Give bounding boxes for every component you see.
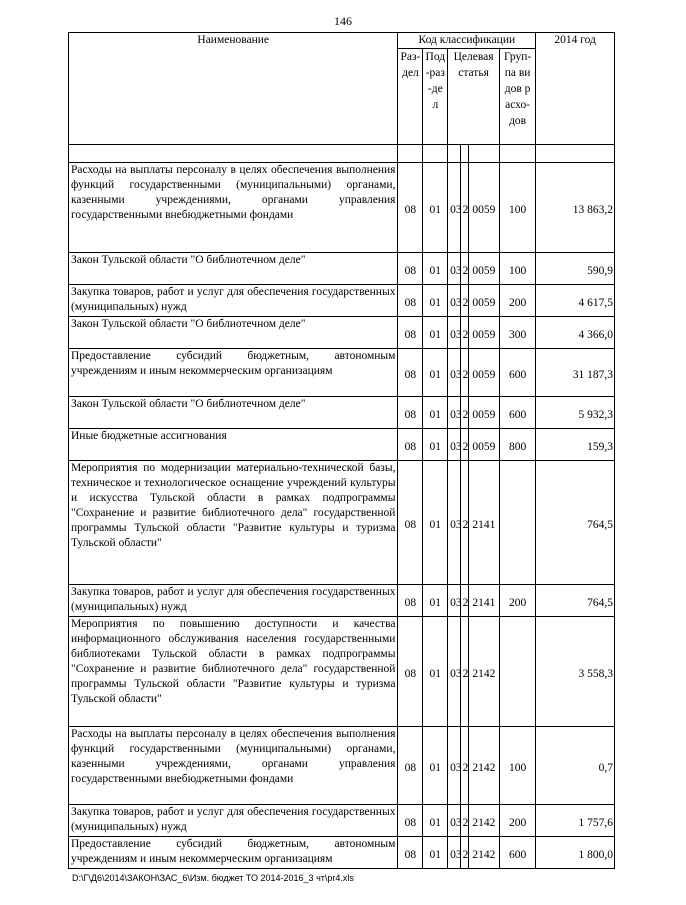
row-target-subprogram: 2 [460, 253, 468, 285]
row-expense-type: 200 [499, 805, 535, 837]
row-podrazdel: 01 [423, 253, 448, 285]
table-row [69, 617, 615, 727]
header-name: Наименование [69, 33, 398, 145]
row-amount: 5 932,3 [536, 397, 615, 429]
footer-file-path: D:\Г\Д6\2014\ЗАКОН\ЗАС_6\Изм. бюджет ТО 2014-2016_3 чт\pr4.xls [72, 873, 354, 883]
row-amount: 764,5 [536, 461, 615, 585]
row-name: Закупка товаров, работ и услуг для обеспечения государственных (муниципальных) нужд [69, 585, 398, 617]
header-podrazdel: Под-раз-дел [423, 49, 448, 145]
table-row [69, 461, 615, 585]
row-name: Иные бюджетные ассигнования [69, 429, 398, 461]
row-amount: 4 617,5 [536, 285, 615, 317]
row-name: Расходы на выплаты персоналу в целях обеспечения выполнения функций государственными (муниципальными) органами, казенными учреждениями, органами управления государственными внебюджетными фондами [69, 727, 398, 805]
table-row [69, 837, 615, 869]
row-target-direction: 2141 [468, 461, 499, 585]
row-podrazdel: 01 [423, 585, 448, 617]
row-target-direction: 2142 [468, 837, 499, 869]
table-row [69, 163, 615, 253]
row-target-program: 03 [448, 349, 460, 397]
table-row [69, 805, 615, 837]
row-expense-type: 100 [499, 727, 535, 805]
row-podrazdel: 01 [423, 429, 448, 461]
row-expense-type [499, 617, 535, 727]
row-name: Закон Тульской области "О библиотечном деле" [69, 397, 398, 429]
row-amount: 4 366,0 [536, 317, 615, 349]
row-expense-type: 300 [499, 317, 535, 349]
row-podrazdel: 01 [423, 317, 448, 349]
row-target-program: 03 [448, 837, 460, 869]
row-target-direction: 2141 [468, 585, 499, 617]
row-razdel: 08 [398, 397, 423, 429]
row-target-subprogram: 2 [460, 349, 468, 397]
row-target-subprogram: 2 [460, 805, 468, 837]
header-vid: Груп-па видов расхо-дов [499, 49, 535, 145]
row-target-program: 03 [448, 253, 460, 285]
row-target-subprogram: 2 [460, 585, 468, 617]
row-razdel: 08 [398, 837, 423, 869]
row-target-subprogram: 2 [460, 317, 468, 349]
row-target-subprogram: 2 [460, 837, 468, 869]
row-name: Предоставление субсидий бюджетным, автономным учреждениям и иным некоммерческим организациям [69, 837, 398, 869]
budget-table [68, 32, 615, 869]
row-podrazdel: 01 [423, 163, 448, 253]
row-expense-type: 100 [499, 253, 535, 285]
row-expense-type: 800 [499, 429, 535, 461]
row-amount: 1 800,0 [536, 837, 615, 869]
row-target-subprogram: 2 [460, 461, 468, 585]
row-target-subprogram: 2 [460, 617, 468, 727]
row-target-program: 03 [448, 805, 460, 837]
table-row [69, 285, 615, 317]
row-target-direction: 2142 [468, 805, 499, 837]
row-name: Закон Тульской области "О библиотечном деле" [69, 317, 398, 349]
row-expense-type: 600 [499, 349, 535, 397]
row-podrazdel: 01 [423, 461, 448, 585]
row-target-program: 03 [448, 285, 460, 317]
row-amount: 31 187,3 [536, 349, 615, 397]
row-target-program: 03 [448, 461, 460, 585]
table-row [69, 317, 615, 349]
row-razdel: 08 [398, 461, 423, 585]
row-expense-type: 100 [499, 163, 535, 253]
header-classification: Код классификации [398, 33, 536, 49]
row-amount: 764,5 [536, 585, 615, 617]
row-expense-type: 600 [499, 837, 535, 869]
row-target-program: 03 [448, 317, 460, 349]
row-razdel: 08 [398, 617, 423, 727]
row-expense-type [499, 461, 535, 585]
row-podrazdel: 01 [423, 285, 448, 317]
row-amount: 13 863,2 [536, 163, 615, 253]
row-amount: 1 757,6 [536, 805, 615, 837]
row-razdel: 08 [398, 253, 423, 285]
row-target-direction: 0059 [468, 397, 499, 429]
row-expense-type: 200 [499, 285, 535, 317]
page-number: 146 [334, 14, 352, 28]
row-target-program: 03 [448, 397, 460, 429]
row-target-subprogram: 2 [460, 397, 468, 429]
row-razdel: 08 [398, 163, 423, 253]
table-row [69, 585, 615, 617]
row-razdel: 08 [398, 285, 423, 317]
row-podrazdel: 01 [423, 349, 448, 397]
row-target-direction: 0059 [468, 317, 499, 349]
row-amount: 590,9 [536, 253, 615, 285]
row-expense-type: 200 [499, 585, 535, 617]
row-target-program: 03 [448, 727, 460, 805]
row-target-program: 03 [448, 585, 460, 617]
row-name: Предоставление субсидий бюджетным, автономным учреждениям и иным некоммерческим организациям [69, 349, 398, 397]
row-podrazdel: 01 [423, 837, 448, 869]
row-target-direction: 0059 [468, 349, 499, 397]
row-target-program: 03 [448, 429, 460, 461]
row-name: Мероприятия по модернизации материально-технической базы, техническое и технологическое оснащение учреждений культуры и искусства Тульской области в рамках подпрограммы "Сохранение и развитие библиотечного дела" государственной программы Тульской области "Развитие культуры и туризма Тульской области" [69, 461, 398, 585]
row-target-direction: 0059 [468, 285, 499, 317]
row-target-direction: 0059 [468, 429, 499, 461]
row-podrazdel: 01 [423, 727, 448, 805]
row-target-subprogram: 2 [460, 285, 468, 317]
row-target-program: 03 [448, 617, 460, 727]
header-target: Целевая статья [448, 49, 500, 145]
row-target-program: 03 [448, 163, 460, 253]
budget-body [69, 163, 615, 869]
row-name: Закупка товаров, работ и услуг для обеспечения государственных (муниципальных) нужд [69, 805, 398, 837]
row-target-direction: 2142 [468, 727, 499, 805]
row-target-subprogram: 2 [460, 727, 468, 805]
table-row [69, 253, 615, 285]
row-name: Мероприятия по повышению доступности и качества информационного обслуживания населения государственными библиотеками Тульской области в рамках подпрограммы "Сохранение и развитие библиотечного дела" государственной программы Тульской области "Развитие культуры и туризма Тульской области" [69, 617, 398, 727]
table-row [69, 397, 615, 429]
row-name: Расходы на выплаты персоналу в целях обеспечения выполнения функций государственными (муниципальными) органами, казенными учреждениями, органами управления государственными внебюджетными фондами [69, 163, 398, 253]
row-amount: 3 558,3 [536, 617, 615, 727]
row-target-subprogram: 2 [460, 163, 468, 253]
row-target-direction: 0059 [468, 253, 499, 285]
row-podrazdel: 01 [423, 397, 448, 429]
row-razdel: 08 [398, 317, 423, 349]
row-expense-type: 600 [499, 397, 535, 429]
row-razdel: 08 [398, 805, 423, 837]
row-razdel: 08 [398, 429, 423, 461]
row-podrazdel: 01 [423, 805, 448, 837]
row-target-subprogram: 2 [460, 429, 468, 461]
row-amount: 159,3 [536, 429, 615, 461]
row-name: Закупка товаров, работ и услуг для обеспечения государственных (муниципальных) нужд [69, 285, 398, 317]
row-target-direction: 2142 [468, 617, 499, 727]
row-name: Закон Тульской области "О библиотечном деле" [69, 253, 398, 285]
table-row [69, 349, 615, 397]
table-row [69, 727, 615, 805]
header-year: 2014 год [536, 33, 615, 145]
row-amount: 0,7 [536, 727, 615, 805]
row-razdel: 08 [398, 349, 423, 397]
row-target-direction: 0059 [468, 163, 499, 253]
header-spacer-row [69, 145, 615, 163]
row-razdel: 08 [398, 727, 423, 805]
header-razdel: Раз-дел [398, 49, 423, 145]
row-podrazdel: 01 [423, 617, 448, 727]
table-row [69, 429, 615, 461]
row-razdel: 08 [398, 585, 423, 617]
